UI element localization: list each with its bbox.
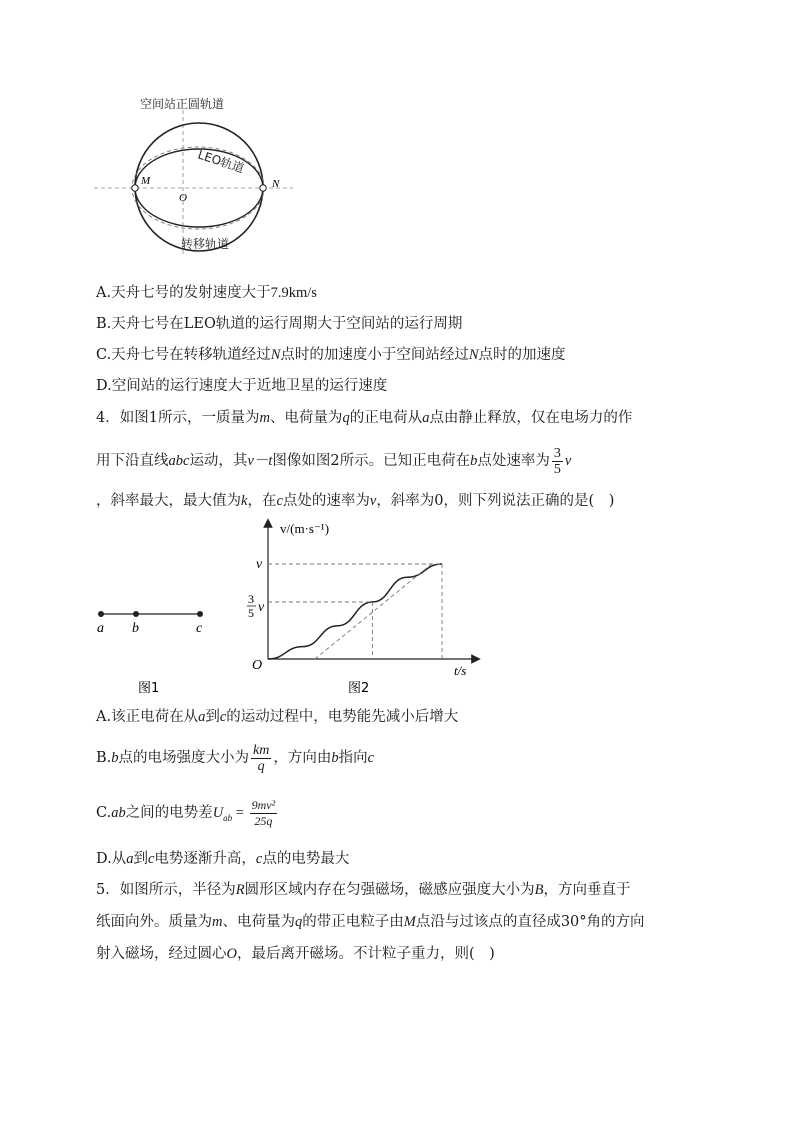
q4-fraction: [552, 446, 563, 477]
y-tick-frac-num: 3: [248, 592, 254, 606]
q4-option-b-text: 点的电场强度大小为: [118, 750, 250, 766]
point-n-marker: [260, 185, 266, 191]
q4-text: 点处的速率为: [282, 493, 370, 509]
orbit-figure: [90, 92, 300, 260]
var-c: c: [147, 851, 155, 867]
q5-text: ，最后离开磁场。不计粒子重力，则( ): [236, 946, 495, 962]
fraction-denominator: q: [251, 758, 271, 774]
q4-option-d-text: D.从: [96, 851, 127, 867]
q4-option-b-text: B.: [96, 750, 112, 766]
q3-option-a-text: A.天舟七号的发射速度大于: [96, 285, 271, 301]
tangent-line: [315, 564, 432, 659]
q4-var-a: a: [422, 410, 430, 426]
origin-label: O: [252, 658, 263, 673]
var-c: c: [367, 750, 375, 766]
q4-option-b-text: ，方向由: [273, 750, 332, 766]
q3-option-c-text-1: C.天舟七号在转移轨道经过: [96, 347, 271, 363]
q4-option-a-text: A.该正电荷在从: [96, 709, 199, 725]
figure-1-caption: 图1: [138, 681, 160, 696]
orbit-title: 空间站正圆轨道: [140, 97, 225, 111]
q4-option-b[interactable]: [96, 741, 374, 775]
fraction-numerator: 9mv²: [251, 797, 276, 812]
q4-option-b-text: 指向: [338, 750, 368, 766]
equals-sign: =: [232, 805, 248, 821]
fraction-denominator: 25q: [250, 813, 278, 829]
q4-text: ，在: [247, 493, 277, 509]
point-a: [98, 611, 104, 617]
q5-text: 5．如图所示，半径为: [96, 882, 236, 898]
q3-option-c[interactable]: [96, 345, 566, 365]
figure-1: [92, 600, 222, 700]
q3-option-b-text: B.天舟七号在LEO轨道的运行周期大于空间站的运行周期: [96, 316, 463, 332]
var-b-field: B: [534, 882, 544, 898]
label-o: O: [179, 192, 187, 204]
figure-2-caption: 图2: [348, 681, 370, 696]
q4-var-vt: v－t: [247, 453, 273, 469]
label-n: N: [272, 178, 280, 190]
q4-option-d[interactable]: [96, 849, 349, 869]
q3-option-d[interactable]: [96, 376, 387, 396]
y-axis-label: v/(m·s⁻¹): [280, 521, 330, 536]
q4-text: 运动，其: [189, 453, 248, 469]
var-b: b: [111, 750, 119, 766]
label-m: M: [141, 175, 151, 187]
q4-option-d-text: 到: [133, 851, 148, 867]
x-axis-label: t/s: [454, 663, 467, 678]
q4-text: 的正电荷从: [349, 410, 423, 426]
q4-text: 用下沿直线: [96, 453, 169, 469]
label-a: a: [97, 621, 104, 636]
q4-option-a-text: 到: [205, 709, 220, 725]
fraction-numerator: 3: [553, 445, 561, 461]
q4-text: 图像如图2所示。已知正电荷在: [272, 453, 471, 469]
q3-option-c-var-n: N: [270, 347, 281, 363]
var-c: c: [255, 851, 263, 867]
point-c: [197, 611, 203, 617]
q4-text: 、电荷量为: [269, 410, 343, 426]
q4-var-k: k: [241, 493, 248, 509]
var-q: q: [294, 914, 303, 930]
q4-option-b-fraction: [251, 743, 271, 774]
q4-text: ，斜率为0，则下列说法正确的是( ): [376, 493, 615, 509]
q4-stem-line-3: [96, 491, 614, 511]
space-station-orbit: [135, 123, 263, 251]
label-b: b: [132, 621, 139, 636]
point-m-marker: [132, 185, 138, 191]
var-o: O: [226, 946, 237, 962]
figure-2-vt-chart: [236, 515, 486, 700]
q4-text: 点由静止释放，仅在电场力的作: [429, 410, 633, 426]
q5-stem-line-3: [96, 944, 495, 964]
y-tick-frac-v: v: [258, 600, 265, 615]
var-ab: ab: [111, 805, 126, 821]
q3-option-c-var-n2: N: [468, 347, 479, 363]
var-a: a: [126, 851, 134, 867]
q4-var-v: v: [369, 493, 377, 509]
var-m-point: M: [403, 914, 416, 930]
var-c: c: [219, 709, 227, 725]
q5-text: 的带正电粒子由: [302, 914, 404, 930]
q3-option-d-text: D.空间站的运行速度大于近地卫星的运行速度: [96, 378, 388, 394]
q3-option-c-text-3: 点时的加速度: [478, 347, 566, 363]
q5-stem-line-2: [96, 912, 645, 932]
q4-option-d-text: 点的电势最大: [262, 851, 350, 867]
q4-text: 点处速率为: [477, 453, 550, 469]
q5-text: 、电荷量为: [222, 914, 295, 930]
q4-option-c[interactable]: [96, 795, 279, 836]
q3-option-a-value: 7.9km/s: [270, 285, 317, 301]
q4-text: ，斜率最大，最大值为: [96, 493, 241, 509]
q4-option-d-text: 电势逐渐升高，: [154, 851, 256, 867]
fraction-denominator: 5: [553, 461, 561, 477]
q4-var-q: q: [342, 410, 350, 426]
q3-option-a[interactable]: [96, 283, 317, 303]
var-u-subscript: ab: [223, 812, 233, 823]
q4-var-b: b: [470, 453, 478, 469]
q5-text: 圆形区域内存在匀强磁场，磁感应强度大小为: [244, 882, 535, 898]
leo-label: LEO轨道: [196, 147, 246, 176]
var-a: a: [198, 709, 206, 725]
var-m: m: [212, 914, 223, 930]
var-r: R: [235, 882, 245, 898]
q4-option-a-text: 的运动过程中，电势能先减小后增大: [226, 709, 459, 725]
q4-var-abc: abc: [168, 453, 190, 469]
label-c: c: [196, 621, 203, 636]
q4-option-c-text: C.: [96, 805, 112, 821]
q4-option-c-fraction: [250, 798, 278, 829]
fraction-numerator: km: [253, 742, 270, 758]
q4-var-v: v: [564, 453, 572, 469]
vt-curve: [268, 564, 442, 659]
q5-stem-line-1: [96, 880, 630, 900]
q4-option-c-text: 之间的电势差: [125, 805, 213, 821]
y-tick-frac-den: 5: [248, 606, 254, 620]
q4-var-c: c: [276, 493, 283, 509]
q5-text: ，方向垂直于: [543, 882, 631, 898]
var-b: b: [331, 750, 339, 766]
q5-text: 点沿与过该点的直径成30°角的方向: [415, 914, 645, 930]
q4-option-a[interactable]: [96, 707, 458, 727]
q3-option-b[interactable]: [96, 314, 462, 334]
y-tick-v: v: [256, 557, 263, 572]
point-b: [133, 611, 139, 617]
q4-stem-line-1: [96, 408, 632, 428]
var-u: U: [212, 805, 224, 821]
q4-stem-line-2: [96, 444, 571, 478]
transfer-label: 转移轨道: [181, 237, 230, 251]
q4-var-m: m: [259, 410, 270, 426]
q3-option-c-text-2: 点时的加速度小于空间站经过: [280, 347, 469, 363]
q5-text: 纸面向外。质量为: [96, 914, 212, 930]
q4-text: 4．如图1所示，一质量为: [96, 410, 260, 426]
q5-text: 射入磁场，经过圆心: [96, 946, 227, 962]
